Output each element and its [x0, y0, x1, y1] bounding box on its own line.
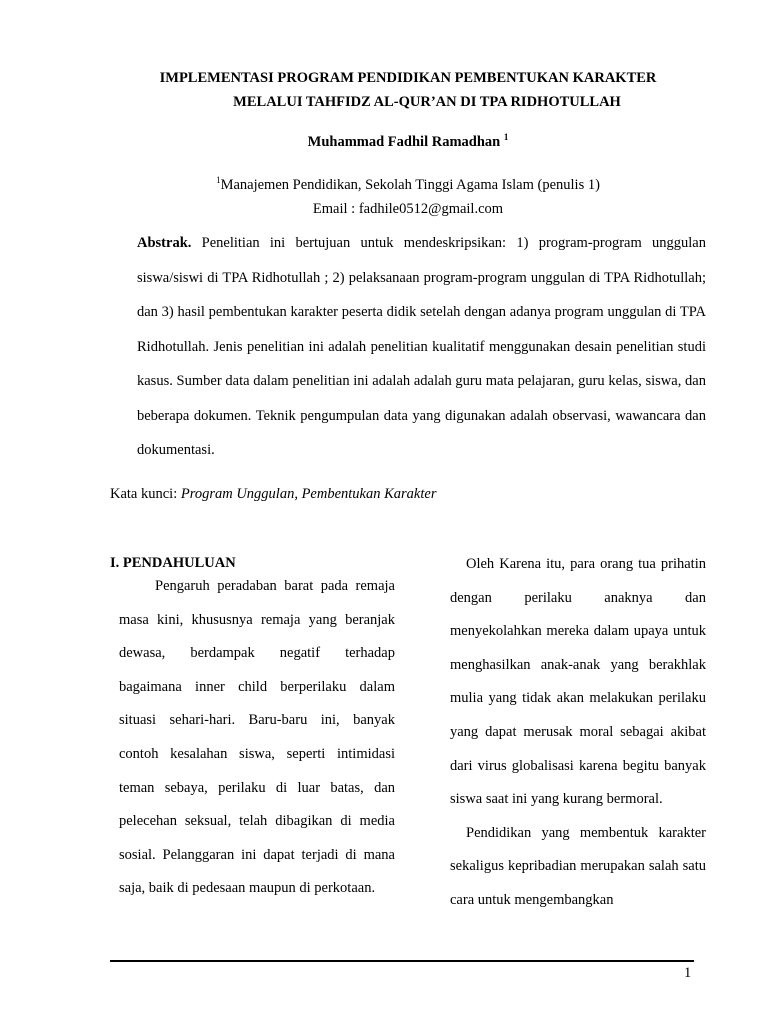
- page-number: 1: [684, 965, 692, 981]
- author-superscript: 1: [503, 132, 509, 142]
- affiliation-superscript: 1: [216, 175, 221, 185]
- right-column: [450, 548, 706, 918]
- affiliation-text: Manajemen Pendidikan, Sekolah Tinggi Agama Islam (penulis 1): [220, 176, 600, 193]
- abstract-text: Penelitian ini bertujuan untuk mendeskripsikan: 1) program-program unggulan siswa/siswi di TPA Ridhotullah ; 2) pelaksanaan program-program unggulan di TPA Ridhotullah; dan 3) hasil pembentukan karakter peserta didik setelah dengan adanya program unggulan di TPA Ridhotullah. Jenis penelitian ini adalah penelitian kualitatif menggunakan desain penelitian studi kasus. Sumber data dalam penelitian ini adalah adalah guru mata pelajaran, guru kelas, siswa, dan beberapa dokumen. Teknik pengumpulan data yang digunakan adalah observasi, wawancara dan dokumentasi.: [137, 235, 706, 458]
- author-name: Muhammad Fadhil Ramadhan: [307, 133, 501, 150]
- left-column-paragraph: Pengaruh peradaban barat pada remaja masa kini, khususnya remaja yang beranjak dewasa, berdampak negatif terhadap bagaimana inner child berperilaku dalam situasi sehari-hari. Baru-baru ini, banyak contoh kesalahan siswa, seperti intimidasi teman sebaya, perilaku di luar batas, dan pelecehan seksual, telah dibagikan di media sosial. Pelanggaran ini dapat terjadi di mana saja, baik di pedesaan maupun di perkotaan.: [119, 578, 395, 897]
- right-column-paragraph-2: Pendidikan yang membentuk karakter sekaligus kepribadian merupakan salah satu cara untuk mengembangkan: [450, 824, 706, 908]
- footer-divider: [110, 960, 694, 962]
- section-heading: I. PENDAHULUAN: [110, 555, 236, 571]
- author-email: Email : fadhile0512@gmail.com: [312, 200, 504, 217]
- affiliation-block: [110, 168, 706, 221]
- keywords-value: Program Unggulan, Pembentukan Karakter: [180, 486, 437, 502]
- paper-title: [110, 66, 706, 114]
- keywords: [110, 486, 436, 503]
- right-column-paragraph-1: Oleh Karena itu, para orang tua prihatin dengan perilaku anaknya dan menyekolahkan mereka dalam upaya untuk menghasilkan anak-anak yang berakhlak mulia yang tidak akan melakukan perilaku yang dapat merusak moral sebagai akibat dari virus globalisasi karena begitu banyak siswa saat ini yang kurang bermoral.: [450, 556, 706, 808]
- keywords-label: Kata kunci:: [110, 486, 178, 502]
- title-line-1: IMPLEMENTASI PROGRAM PENDIDIKAN PEMBENTUKAN KARAKTER: [159, 70, 657, 86]
- abstract: [137, 226, 706, 468]
- author-line: [110, 132, 706, 151]
- abstract-label: Abstrak.: [137, 235, 192, 251]
- title-line-2: MELALUI TAHFIDZ AL-QUR’AN DI TPA RIDHOTULLAH: [233, 94, 621, 110]
- affiliation-line: [110, 168, 706, 197]
